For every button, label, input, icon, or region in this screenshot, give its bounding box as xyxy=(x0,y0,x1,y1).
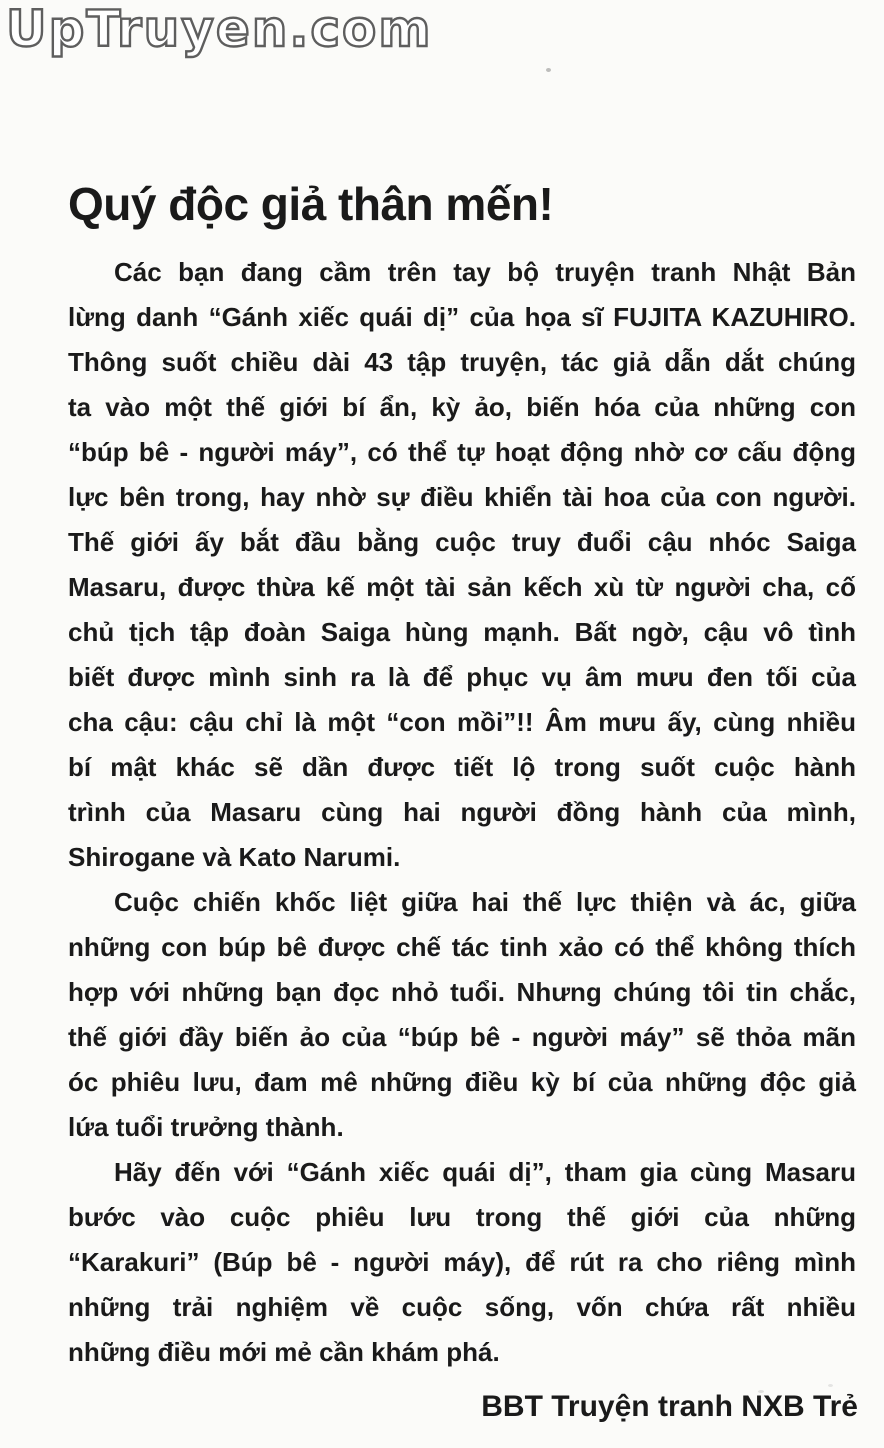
text-line: chủ tịch tập đoàn Saiga hùng mạnh. Bất ngờ, cậu vô tình xyxy=(68,617,856,647)
text-line: Các bạn đang cầm trên tay bộ truyện tranh Nhật Bản xyxy=(114,257,856,287)
text-line: “Karakuri” (Búp bê - người máy), để rút ra cho riêng mình xyxy=(68,1247,856,1277)
text-line: lực bên trong, hay nhờ sự điều khiển tài hoa của con người. xyxy=(68,482,856,512)
scan-speck xyxy=(828,1384,833,1387)
uptruyen-watermark-logo: UpTruyen.com xyxy=(6,0,433,58)
text-line: bước vào cuộc phiêu lưu trong thế giới của những xyxy=(68,1202,856,1232)
text-line: Thế giới ấy bắt đầu bằng cuộc truy đuổi cậu nhóc Saiga xyxy=(68,527,856,557)
text-line: biết được mình sinh ra là để phục vụ âm mưu đen tối của xyxy=(68,662,856,692)
text-line: những con búp bê được chế tác tinh xảo có thể không thích xyxy=(68,932,856,962)
text-line: những trải nghiệm về cuộc sống, vốn chứa rất nhiều xyxy=(68,1292,856,1322)
paragraph xyxy=(68,250,856,880)
text-line: hợp với những bạn đọc nhỏ tuổi. Nhưng chúng tôi tin chắc, xyxy=(68,977,856,1007)
paragraph xyxy=(68,880,856,1150)
text-line: Masaru, được thừa kế một tài sản kếch xù từ người cha, cố xyxy=(68,572,856,602)
text-line: “búp bê - người máy”, có thể tự hoạt động nhờ cơ cấu động xyxy=(68,437,856,467)
text-line: những điều mới mẻ cần khám phá. xyxy=(68,1337,500,1367)
text-line: Thông suốt chiều dài 43 tập truyện, tác giả dẫn dắt chúng xyxy=(68,347,856,377)
text-line: Hãy đến với “Gánh xiếc quái dị”, tham gia cùng Masaru xyxy=(114,1157,856,1187)
text-line: cha cậu: cậu chỉ là một “con mồi”!! Âm mưu ấy, cùng nhiều xyxy=(68,707,856,737)
signature-line: BBT Truyện tranh NXB Trẻ xyxy=(481,1390,858,1423)
text-line: ta vào một thế giới bí ẩn, kỳ ảo, biến hóa của những con xyxy=(68,392,856,422)
text-line: lứa tuổi trưởng thành. xyxy=(68,1112,344,1142)
paragraph xyxy=(68,1150,856,1375)
text-line: bí mật khác sẽ dần được tiết lộ trong suốt cuộc hành xyxy=(68,752,856,782)
scan-speck xyxy=(546,68,551,72)
text-line: óc phiêu lưu, đam mê những điều kỳ bí của những độc giả xyxy=(68,1067,856,1097)
text-line: thế giới đầy biến ảo của “búp bê - người máy” sẽ thỏa mãn xyxy=(68,1022,856,1052)
text-line: trình của Masaru cùng hai người đồng hành của mình, xyxy=(68,797,856,827)
text-line: Shirogane và Kato Narumi. xyxy=(68,842,401,872)
text-line: Cuộc chiến khốc liệt giữa hai thế lực thiện và ác, giữa xyxy=(114,887,856,917)
letter-body xyxy=(68,250,856,1375)
page-title: Quý độc giả thân mến! xyxy=(68,177,554,230)
text-line: lừng danh “Gánh xiếc quái dị” của họa sĩ FUJITA KAZUHIRO. xyxy=(68,302,856,332)
